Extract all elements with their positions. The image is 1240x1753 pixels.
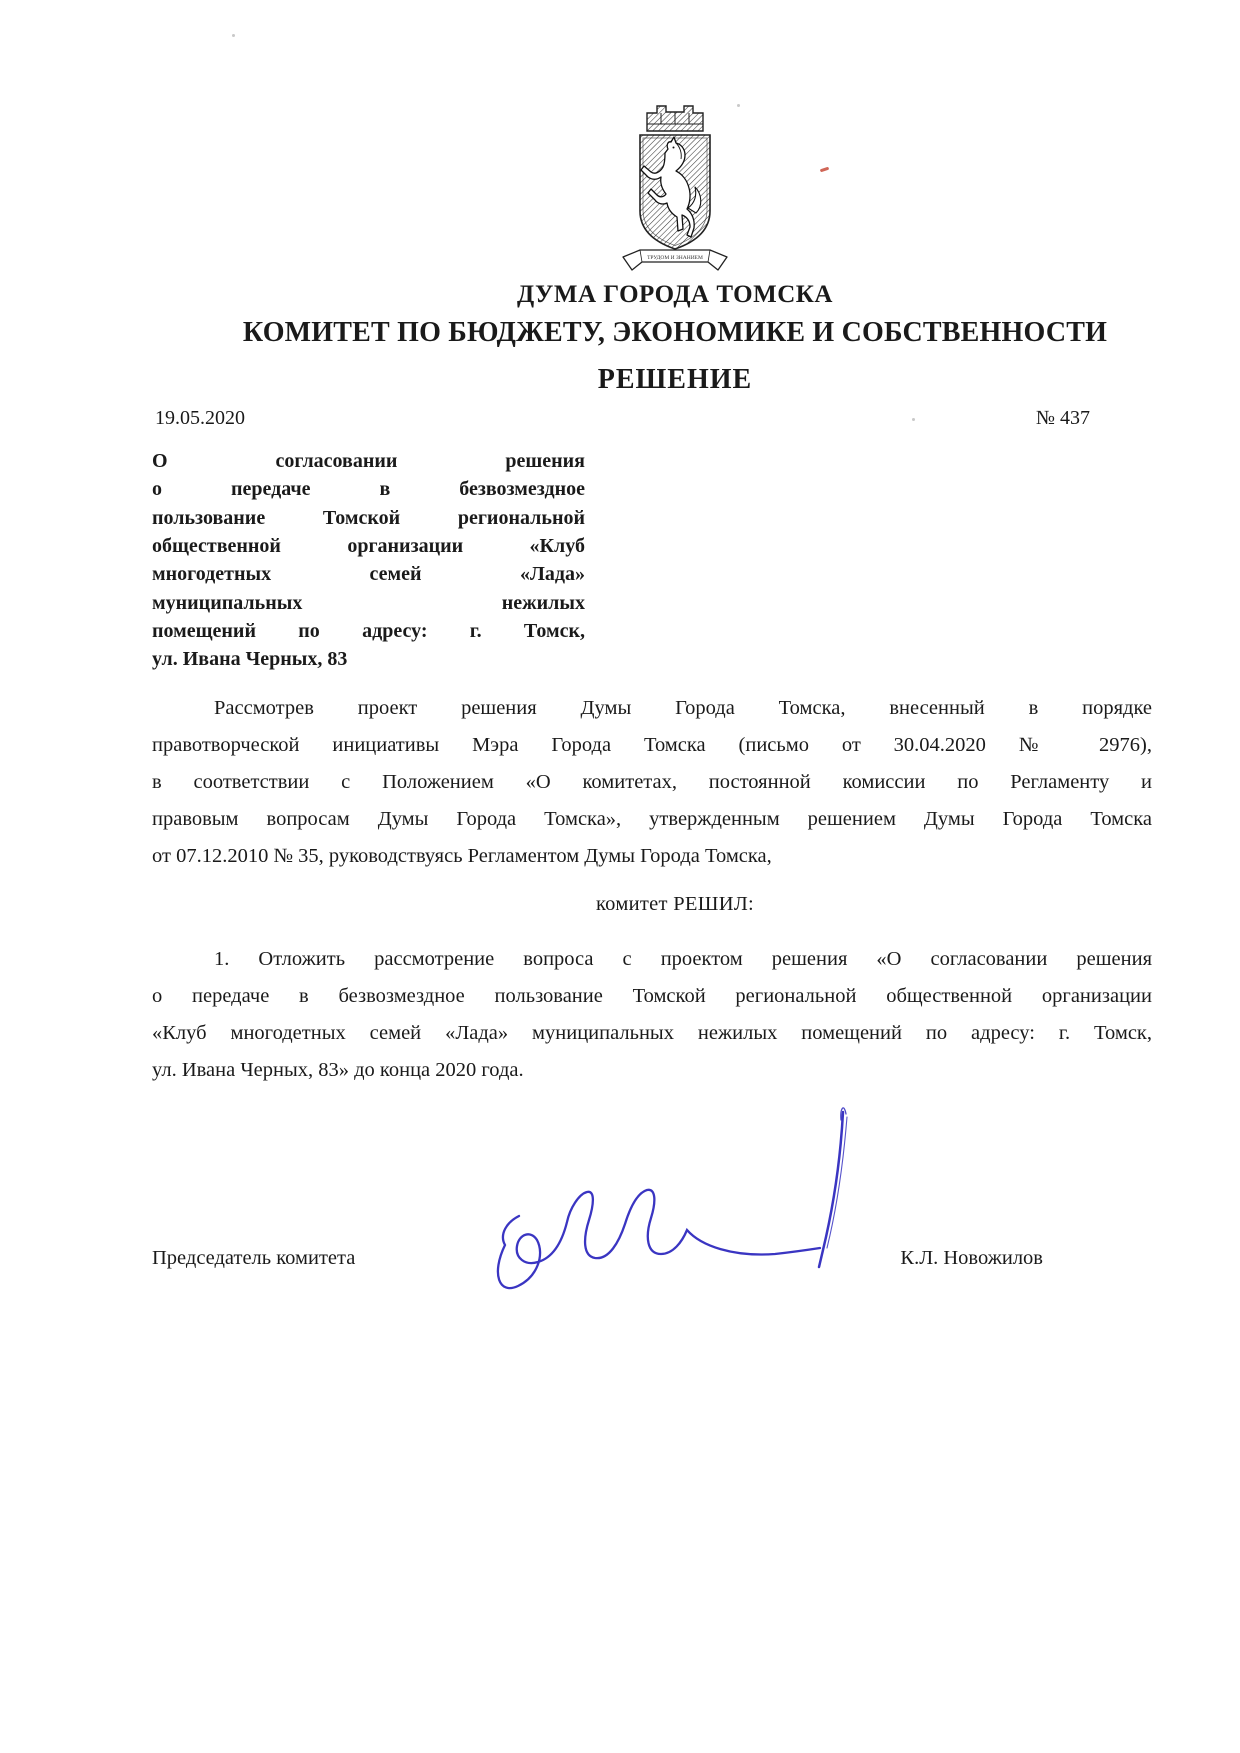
document-date: 19.05.2020 xyxy=(155,407,245,429)
subject-line: ул. Ивана Черных, 83 xyxy=(152,648,348,670)
motto-ribbon xyxy=(623,250,727,270)
scan-speck xyxy=(737,104,740,107)
handwritten-signature-icon xyxy=(475,1090,875,1315)
preamble-line: Рассмотрев проект решения Думы Города Томска, внесенный в порядке xyxy=(214,697,1152,719)
subject-line: о передаче в безвозмездное xyxy=(152,478,585,500)
subject-line: помещений по адресу: г. Томск, xyxy=(152,620,585,642)
resolution-item-line: 1. Отложить рассмотрение вопроса с проектом решения «О согласовании решения xyxy=(214,948,1152,970)
document-number: № 437 xyxy=(1035,407,1090,429)
document-type-title: РЕШЕНИЕ xyxy=(597,364,753,395)
scan-speck xyxy=(232,34,235,37)
subject-line: О согласовании решения xyxy=(152,450,585,472)
scan-artifact-red-mark xyxy=(820,167,829,173)
signer-position-label: Председатель комитета xyxy=(152,1247,356,1269)
subject-line: общественной организации «Клуб xyxy=(152,535,585,557)
ribbon-text: ТРУДОМ И ЗНАНИЕМ xyxy=(647,255,703,261)
resolution-item-line: о передаче в безвозмездное пользование Томской региональной общественной организации xyxy=(152,985,1152,1007)
committee-title: КОМИТЕТ ПО БЮДЖЕТУ, ЭКОНОМИКЕ И СОБСТВЕННОСТИ xyxy=(242,317,1108,348)
tomsk-coat-of-arms-icon xyxy=(605,98,745,280)
subject-line: многодетных семей «Лада» xyxy=(152,563,585,585)
resolution-item-line: ул. Ивана Черных, 83» до конца 2020 года. xyxy=(152,1059,524,1081)
resolution-item-line: «Клуб многодетных семей «Лада» муниципальных нежилых помещений по адресу: г. Томск, xyxy=(152,1022,1152,1044)
subject-line: муниципальных нежилых xyxy=(152,592,585,614)
preamble-line: правовым вопросам Думы Города Томска», утвержденным решением Думы Города Томска xyxy=(152,808,1152,830)
subject-line: пользование Томской региональной xyxy=(152,507,585,529)
preamble-line: в соответствии с Положением «О комитетах, постоянной комиссии по Регламенту и xyxy=(152,771,1152,793)
signer-name: К.Л. Новожилов xyxy=(900,1247,1043,1269)
resolution-heading: комитет РЕШИЛ: xyxy=(595,893,755,915)
preamble-line: от 07.12.2010 № 35, руководствуясь Регламентом Думы Города Томска, xyxy=(152,845,772,867)
organization-title: ДУМА ГОРОДА ТОМСКА xyxy=(517,281,833,308)
preamble-line: правотворческой инициативы Мэра Города Томска (письмо от 30.04.2020 № 2976), xyxy=(152,734,1152,756)
